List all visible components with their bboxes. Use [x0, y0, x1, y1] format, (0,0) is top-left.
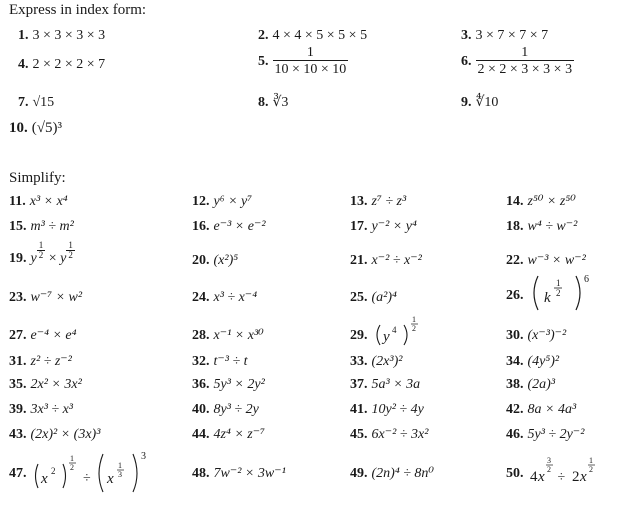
question-3: 3. 3 × 7 × 7 × 7: [461, 28, 549, 43]
question-26-expression: [530, 272, 604, 314]
svg-text:x: x: [41, 471, 48, 487]
question-37: 37. 5a³ × 3a: [350, 377, 421, 392]
svg-text:2: 2: [412, 324, 416, 333]
svg-text:3: 3: [141, 451, 146, 462]
question-8: 8. ∛3: [258, 95, 289, 110]
svg-text:÷: ÷: [554, 470, 569, 485]
question-2: 2. 4 × 4 × 5 × 5 × 5: [258, 28, 368, 43]
question-25: 25. (a²)⁴: [350, 290, 397, 305]
question-39: 39. 3x³ ÷ x³: [9, 402, 74, 417]
question-49: 49. (2n)⁴ ÷ 8n⁰: [350, 466, 434, 481]
svg-text:1: 1: [412, 315, 416, 324]
svg-text:1: 1: [589, 456, 593, 465]
svg-text:3: 3: [547, 456, 551, 465]
question-9: 9. ∜10: [461, 95, 499, 110]
svg-text:1: 1: [70, 454, 74, 463]
question-48: 48. 7w⁻² × 3w⁻¹: [192, 466, 286, 481]
question-18: 18. w⁴ ÷ w⁻²: [506, 219, 578, 234]
question-26: 26. k 1 2 6: [506, 272, 528, 314]
question-27: 27. e⁻⁴ × e⁴: [9, 328, 77, 343]
question-32: 32. t⁻³ ÷ t: [192, 354, 248, 369]
question-22: 22. w⁻³ × w⁻²: [506, 253, 586, 268]
question-43: 43. (2x)² × (3x)³: [9, 427, 101, 442]
question-20: 20. (x²)⁵: [192, 253, 239, 268]
svg-text:3: 3: [118, 470, 122, 479]
svg-text:4: 4: [530, 469, 538, 485]
question-7: 7. √15: [18, 95, 55, 110]
svg-text:1: 1: [556, 278, 561, 288]
question-40: 40. 8y³ ÷ 2y: [192, 402, 259, 417]
svg-text:2: 2: [556, 288, 561, 298]
svg-text:k: k: [544, 290, 551, 306]
svg-text:x: x: [580, 469, 587, 485]
svg-text:2: 2: [572, 469, 580, 485]
question-35: 35. 2x² × 3x²: [9, 377, 82, 392]
question-21: 21. x⁻² ÷ x⁻²: [350, 253, 422, 268]
question-41: 41. 10y² ÷ 4y: [350, 402, 424, 417]
question-34: 34. (4y⁵)²: [506, 354, 560, 369]
svg-text:2: 2: [589, 465, 593, 474]
question-5: 5. $\frac{1}{10 \times 10 \times 10}$: [258, 45, 347, 77]
question-44: 44. 4z⁴ × z⁻⁷: [192, 427, 265, 442]
simplify-heading: Simplify:: [9, 170, 66, 186]
svg-text:2: 2: [547, 465, 551, 474]
express-heading: Express in index form:: [9, 2, 147, 18]
question-47: 47. x 2 1 2 ÷ x 1 3 3: [9, 450, 31, 494]
question-4: 4. 2 × 2 × 2 × 7: [18, 57, 106, 72]
svg-text:2: 2: [70, 463, 74, 472]
question-45: 45. 6x⁻² ÷ 3x²: [350, 427, 429, 442]
svg-text:y: y: [383, 329, 390, 345]
question-6: 6. $\frac{1}{2 \times 2 \times 3 \times 3 \times 3}$: [461, 45, 573, 77]
question-23: 23. w⁻⁷ × w²: [9, 290, 83, 305]
svg-text:2: 2: [51, 466, 56, 476]
question-36: 36. 5y³ × 2y²: [192, 377, 265, 392]
question-14: 14. z⁵⁰ × z⁵⁰: [506, 194, 576, 209]
question-10: 10. (√5)³: [9, 120, 62, 136]
svg-text:x: x: [538, 469, 545, 485]
svg-text:x: x: [107, 471, 114, 487]
question-42: 42. 8a × 4a³: [506, 402, 577, 417]
question-16: 16. e⁻³ × e⁻²: [192, 219, 266, 234]
question-1: 1. 3 × 3 × 3 × 3: [18, 28, 106, 43]
question-50-expression: [530, 454, 630, 488]
question-31: 31. z² ÷ z⁻²: [9, 354, 72, 369]
question-13: 13. z⁷ ÷ z³: [350, 194, 407, 209]
svg-text:1: 1: [118, 461, 122, 470]
question-19: 19. y $\frac{1}{2}$ × y $\frac{1}{2}$: [9, 240, 73, 266]
svg-text:6: 6: [584, 274, 589, 285]
question-38: 38. (2a)³: [506, 377, 556, 392]
question-24: 24. x³ ÷ x⁻⁴: [192, 290, 258, 305]
question-12: 12. y⁶ × y⁷: [192, 194, 253, 209]
question-47-expression: [33, 450, 163, 494]
question-30: 30. (x⁻³)⁻²: [506, 328, 567, 343]
question-17: 17. y⁻² × y⁴: [350, 219, 417, 234]
question-29-expression: [374, 313, 434, 349]
question-33: 33. (2x³)²: [350, 354, 403, 369]
question-50: 50. 4 x 3 2 ÷ 2 x 1 2: [506, 454, 528, 488]
question-11: 11. x³ × x⁴: [9, 194, 68, 209]
question-46: 46. 5y³ ÷ 2y⁻²: [506, 427, 585, 442]
question-15: 15. m³ ÷ m²: [9, 219, 74, 234]
question-29: 29. y 4 1 2: [350, 313, 372, 349]
question-28: 28. x⁻¹ × x³⁰: [192, 328, 264, 343]
svg-text:÷: ÷: [83, 471, 91, 486]
svg-text:4: 4: [392, 325, 397, 335]
